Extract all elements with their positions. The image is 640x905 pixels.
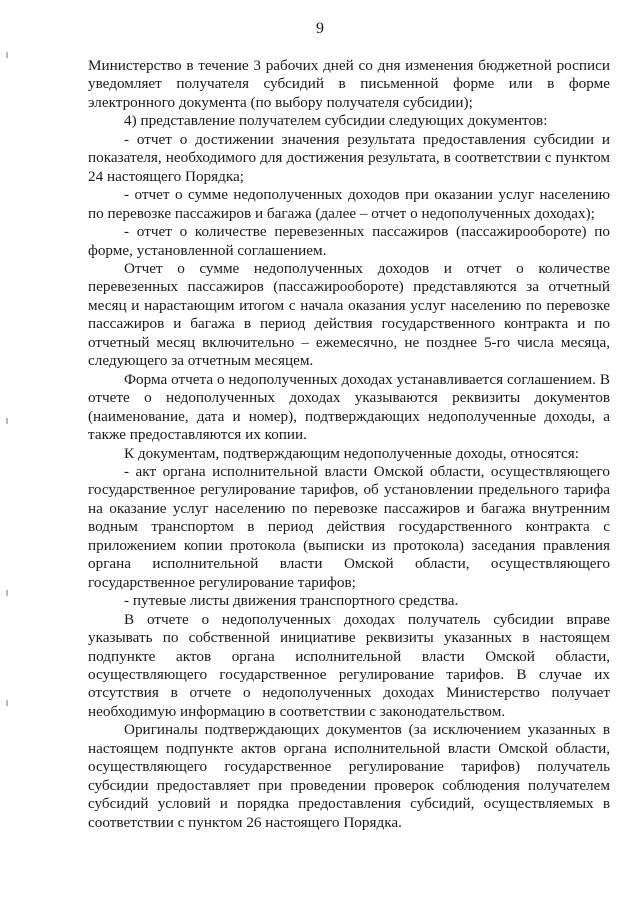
list-item-report-lost-income: - отчет о сумме недополученных доходов при оказании услуг населению по перевозке пассажиров и багажа (далее – отчет о недополученных доходах);: [88, 186, 610, 222]
scan-margin-mark: [6, 52, 8, 58]
list-item-report-passengers: - отчет о количестве перевезенных пассажиров (пассажирообороте) по форме, установленной соглашением.: [88, 223, 610, 259]
paragraph-initiative-details: В отчете о недополученных доходах получатель субсидии вправе указывать по собственной инициативе реквизиты указанных в настоящем подпункте актов органа исполнительной власти Омской области, осуществляющего государственное регулирование тарифов. В случае их отсутствия в отчете о недополученных доходах Министерство получает необходимую информацию в соответствии с законодательством.: [88, 610, 610, 720]
list-item-report-result: - отчет о достижении значения результата предоставления субсидии и показателя, необходимого для достижения результата, в соответствии с пунктом 24 настоящего Порядка;: [88, 130, 610, 185]
paragraph-documents-heading: К документам, подтверждающим недополученные доходы, относятся:: [124, 444, 579, 462]
page-number: 9: [316, 20, 324, 37]
paragraph-report-form: Форма отчета о недополученных доходах устанавливается соглашением. В отчете о недополученных доходах указываются реквизиты документов (наименование, дата и номер), подтверждающих недополученные доходы, а также предоставляются их копии.: [88, 370, 610, 444]
scan-margin-mark: [6, 590, 8, 596]
paragraph-report-timing: Отчет о сумме недополученных доходов и отчет о количестве перевезенных пассажиров (пассажирообороте) представляются за отчетный месяц и нарастающим итогом с начала оказания услуг населению по перевозке пассажиров и багажа в период действия государственного контракта и по отчетный месяц включительно – ежемесячно, не позднее 5-го числа месяца, следующего за отчетным месяцем.: [88, 259, 610, 370]
list-item-waybills: - путевые листы движения транспортного средства.: [124, 592, 459, 610]
paragraph-item-4-heading: 4) представление получателем субсидии следующих документов:: [124, 112, 548, 130]
paragraph-notification: Министерство в течение 3 рабочих дней со дня изменения бюджетной росписи уведомляет получателя субсидий в письменной форме или в форме электронного документа (по выбору получателя субсидии);: [88, 57, 610, 111]
document-body: [88, 57, 610, 832]
scan-margin-mark: [6, 418, 8, 424]
list-item-tariff-act: - акт органа исполнительной власти Омской области, осуществляющего государственное регулирование тарифов, об установлении предельного тарифа на оказание услуг населению по перевозке пассажиров и багажа внутренним водным транспортом в период действия государственного контракта с приложением копии протокола (выписки из протокола) заседания правления органа исполнительной власти Омской области, осуществляющего государственное регулирование тарифов;: [88, 462, 610, 591]
scan-margin-mark: [6, 700, 8, 706]
paragraph-originals: Оригиналы подтверждающих документов (за исключением указанных в настоящем подпункте актов органа исполнительной власти Омской области, осуществляющего государственное регулирование тарифов) получатель субсидии предоставляет при проведении проверок соблюдения получателем субсидий условий и порядка предоставления субсидий, осуществляемых в соответствии с пунктом 26 настоящего Порядка.: [88, 721, 610, 831]
